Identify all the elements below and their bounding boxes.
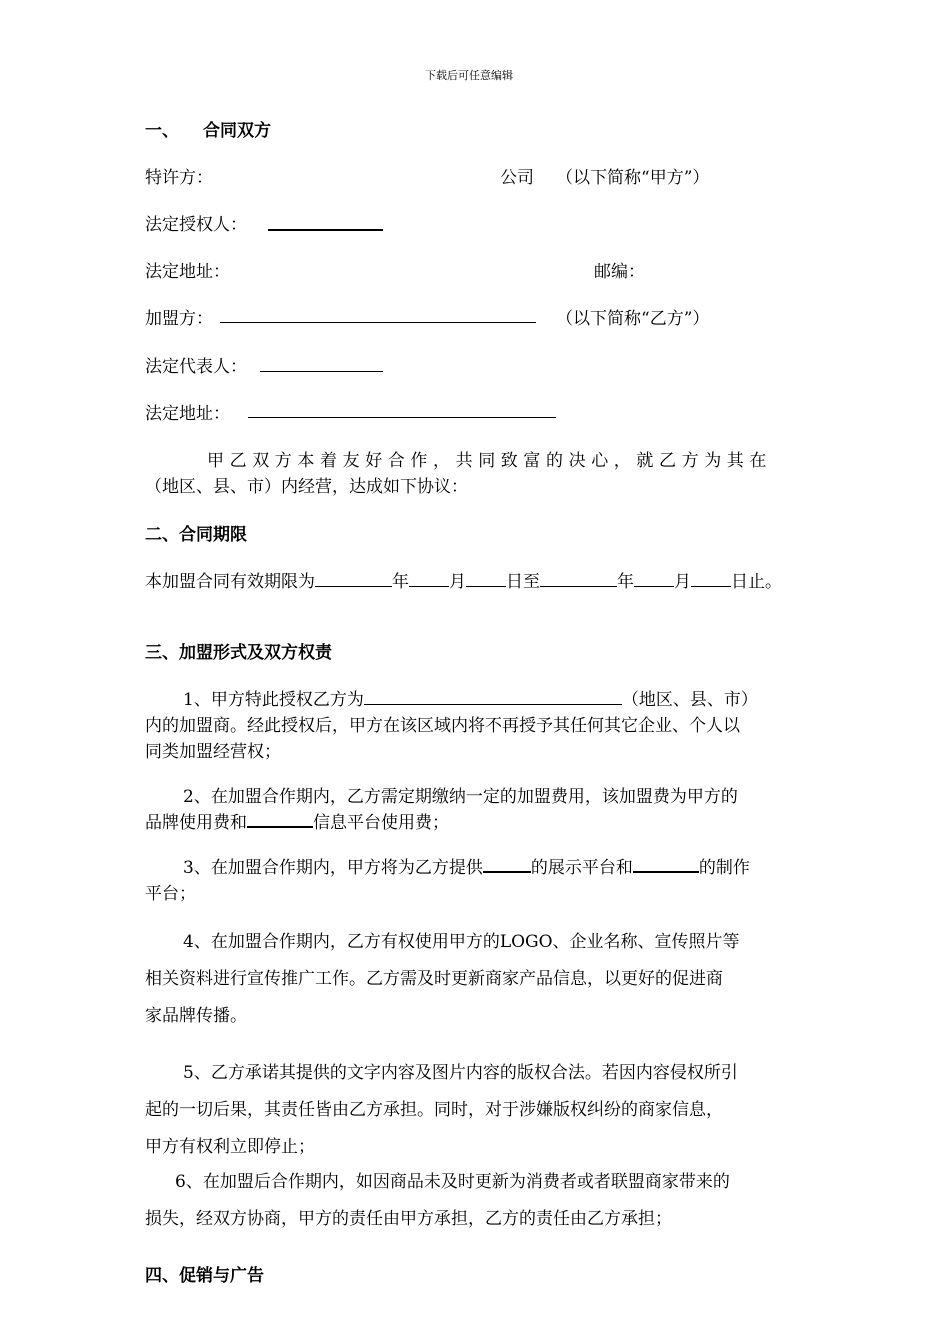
day-end-label: 日止。 [731, 572, 782, 592]
month-label: 月 [449, 572, 466, 592]
region-blank[interactable] [364, 690, 622, 705]
section4-title: 四、促销与广告 [145, 1266, 264, 1286]
section2-title: 二、合同期限 [145, 525, 247, 545]
item3-text-a: 3、在加盟合作期内，甲方将为乙方提供 [183, 858, 483, 878]
year-label: 年 [392, 572, 409, 592]
item1-line2: 内的加盟商。经此授权后，甲方在该区域内将不再授予其任何其它企业、个人以 [145, 716, 740, 736]
item3-line2: 平台； [145, 884, 196, 904]
item2-text-b: 信息平台使用费； [313, 813, 449, 833]
item3-line1 [183, 853, 750, 878]
postcode-label: 邮编： [594, 262, 645, 282]
item1-line1 [183, 685, 758, 710]
item6-line1: 6、在加盟后合作期内，如因商品未及时更新为消费者或者联盟商家带来的 [175, 1172, 730, 1192]
item3-blank-1[interactable] [483, 857, 531, 873]
intro-line1: 甲乙双方本着友好合作，共同致富的决心，就乙方为其在 [207, 451, 772, 471]
item2-line1: 2、在加盟合作期内，乙方需定期缴纳一定的加盟费用，该加盟费为甲方的 [183, 787, 738, 807]
item4-line3: 家品牌传播。 [145, 1006, 247, 1026]
authorized-label: 法定授权人： [145, 215, 247, 235]
rep-label: 法定代表人： [145, 357, 247, 377]
year-label-2: 年 [617, 572, 634, 592]
start-year-blank[interactable] [315, 572, 392, 587]
item2-blank[interactable] [247, 812, 313, 828]
address-label: 法定地址： [145, 262, 230, 282]
term-paragraph [145, 567, 782, 592]
day-to-label: 日至 [506, 572, 540, 592]
alias-a-label: （以下简称“甲方”） [556, 168, 710, 188]
item4-line2: 相关资料进行宣传推广工作。乙方需及时更新商家产品信息，以更好的促进商 [145, 969, 723, 989]
item3-text-c: 的制作 [698, 858, 750, 878]
item1-text-b: （地区、县、市） [621, 690, 758, 710]
item6-line2: 损失，经双方协商，甲方的责任由甲方承担，乙方的责任由乙方承担； [145, 1209, 672, 1229]
address2-blank[interactable] [248, 417, 556, 418]
franchisee-blank[interactable] [220, 322, 536, 323]
end-month-blank[interactable] [634, 572, 674, 587]
item3-blank-2[interactable] [633, 857, 699, 873]
item1-line3: 同类加盟经营权； [145, 742, 281, 762]
company-label: 公司 [500, 168, 534, 188]
section1-number: 一、 [145, 121, 179, 141]
start-month-blank[interactable] [409, 572, 449, 587]
end-day-blank[interactable] [691, 572, 731, 587]
franchisee-label: 加盟方： [145, 309, 213, 329]
page-header-note: 下载后可任意编辑 [425, 69, 513, 82]
item2-text-a: 品牌使用费和 [145, 813, 247, 833]
section3-title: 三、加盟形式及双方权责 [145, 643, 332, 663]
intro-line2: （地区、县、市）内经营，达成如下协议： [145, 477, 468, 497]
item4-line1: 4、在加盟合作期内，乙方有权使用甲方的LOGO、企业名称、宣传照片等 [183, 932, 740, 952]
term-text: 本加盟合同有效期限为 [145, 572, 315, 592]
item1-text-a: 1、甲方特此授权乙方为 [183, 690, 364, 710]
item5-line3: 甲方有权利立即停止； [145, 1137, 315, 1157]
section1-title: 合同双方 [203, 121, 271, 141]
item3-text-b: 的展示平台和 [530, 858, 633, 878]
start-day-blank[interactable] [466, 572, 506, 587]
franchisor-label: 特许方： [145, 168, 213, 188]
end-year-blank[interactable] [540, 572, 617, 587]
authorized-blank[interactable] [268, 229, 383, 231]
alias-b-label: （以下简称“乙方”） [556, 309, 710, 329]
address2-label: 法定地址： [145, 404, 230, 424]
item2-line2 [145, 808, 449, 833]
month-label-2: 月 [674, 572, 691, 592]
rep-blank[interactable] [260, 371, 383, 372]
item5-line2: 起的一切后果，其责任皆由乙方承担。同时，对于涉嫌版权纠纷的商家信息， [145, 1100, 723, 1120]
item5-line1: 5、乙方承诺其提供的文字内容及图片内容的版权合法。若因内容侵权所引 [183, 1063, 738, 1083]
